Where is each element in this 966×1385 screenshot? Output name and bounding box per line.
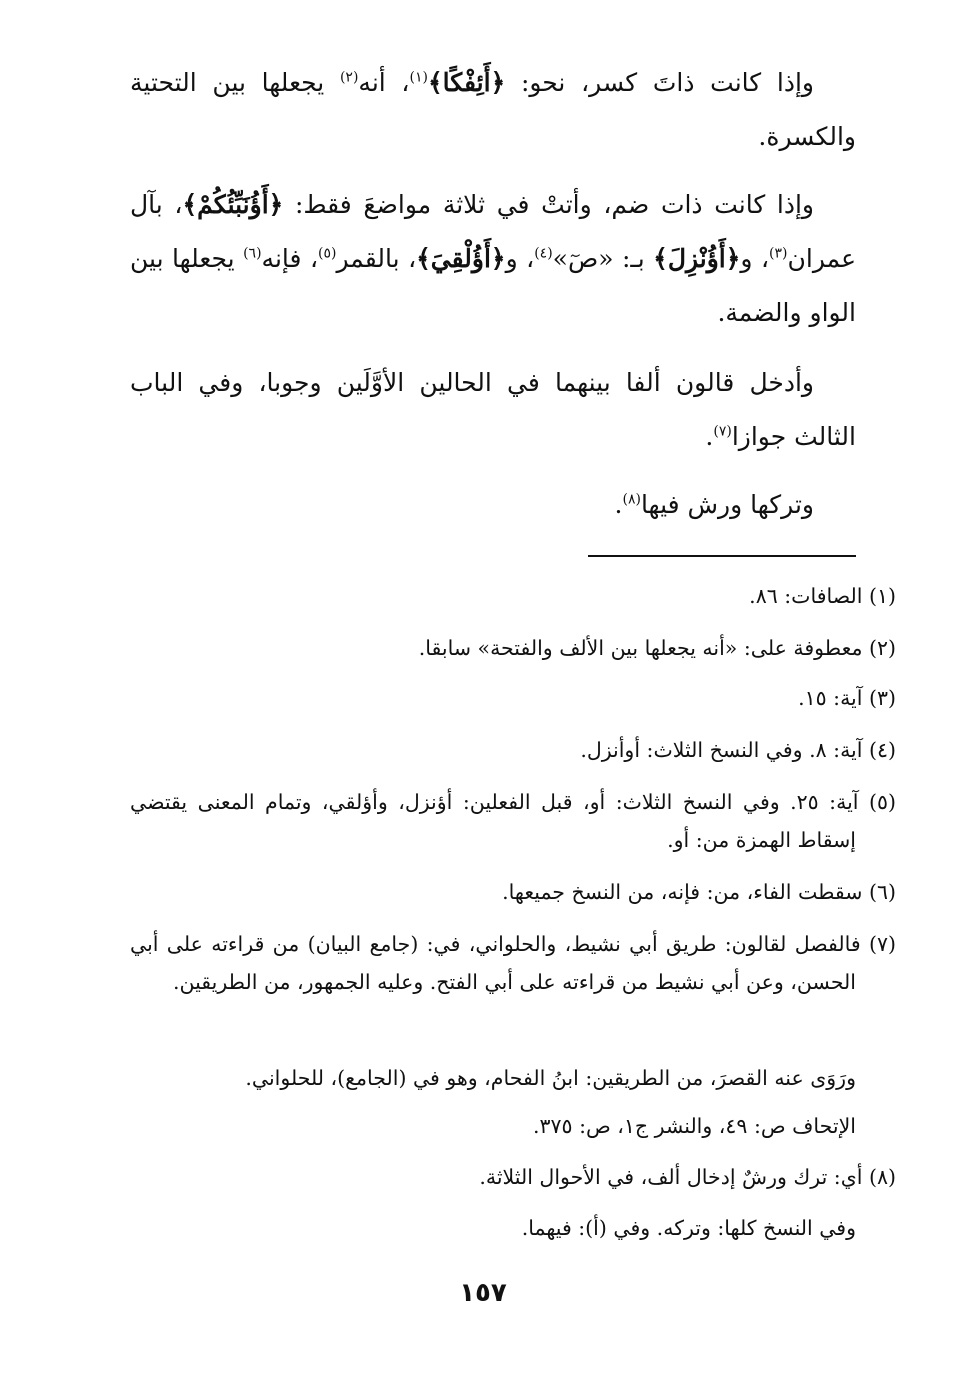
paragraph-qalun bbox=[130, 356, 856, 464]
footnote-8: (٨) أي: ترك ورشٌ إدخال ألف، في الأحوال الثلاثة. bbox=[479, 1165, 896, 1189]
text: . bbox=[614, 490, 623, 519]
text: ، بالقمر bbox=[336, 244, 417, 273]
footnote-ref: (٥) bbox=[318, 245, 337, 262]
footnote-7: (٧) فالفصل لقالون: طريق أبي نشيط، والحلواني، في: (جامع البيان) من قراءته على أبي الحسن، وعن أبي نشيط من قراءته على أبي الفتح. وعليه الجمهور، من الطريقين. bbox=[130, 932, 896, 994]
footnote-7-reference: الإتحاف ص: ٤٩، والنشر ج١، ص: ٣٧٥. bbox=[532, 1114, 856, 1138]
text: وإذا كانت ذاتَ كسر، نحو: bbox=[505, 68, 814, 97]
quran-word: ﴿أَؤُنْزِلَ﴾ bbox=[653, 244, 741, 273]
footnote-7-continuation: ورَوَى عنه القصرَ، من الطريقين: ابنُ الفحام، وهو في (الجامع)، للحلواني. bbox=[245, 1066, 856, 1090]
footnote-ref: (٣) bbox=[769, 245, 788, 262]
footnote-4: (٤) آية: ٨. وفي النسخ الثلاث: أوأنزل. bbox=[580, 738, 896, 762]
text: يجعلها بين الواو والضمة. bbox=[130, 244, 856, 327]
text: ، فإنه bbox=[261, 244, 319, 273]
text: وتركها ورش فيها bbox=[640, 490, 814, 519]
footnote-ref: (٨) bbox=[622, 491, 641, 508]
text: ، أنه bbox=[358, 68, 410, 97]
footnote-8-continuation: وفي النسخ كلها: وتركه. وفي (أ): فيهما. bbox=[521, 1216, 856, 1240]
footnote-ref: (١) bbox=[409, 69, 428, 86]
footnote-1: (١) الصافات: ٨٦. bbox=[749, 584, 896, 608]
text: وأدخل قالون ألفا بينهما في الحالين الأوَّلَين وجوبا، وفي الباب الثالث جوازا bbox=[130, 368, 856, 451]
text: ، و bbox=[740, 244, 770, 273]
footnote-ref: (٦) bbox=[243, 245, 262, 262]
text: ، و bbox=[505, 244, 535, 273]
paragraph-kasr bbox=[130, 56, 856, 164]
footnote-separator bbox=[588, 555, 856, 557]
text: بـ: «صٓ» bbox=[552, 244, 654, 273]
text: ، بآل عمران bbox=[130, 190, 856, 273]
text: يجعلها بين التحتية والكسرة. bbox=[130, 68, 856, 151]
text: . bbox=[705, 422, 714, 451]
page-number: ١٥٧ bbox=[459, 1278, 507, 1308]
footnote-ref: (٧) bbox=[713, 423, 732, 440]
quran-word: ﴿أَؤُلْقِيَ﴾ bbox=[416, 244, 506, 273]
footnote-6: (٦) سقطت الفاء، من: فإنه، من النسخ جميعها. bbox=[502, 880, 896, 904]
quran-word: ﴿أَئِفْكًا﴾ bbox=[427, 68, 506, 97]
footnote-2: (٢) معطوفة على: «أنه يجعلها بين الألف والفتحة» سابقا. bbox=[418, 636, 896, 660]
footnote-3: (٣) آية: ١٥. bbox=[798, 686, 896, 710]
paragraph-warsh bbox=[130, 478, 856, 532]
text: وإذا كانت ذات ضم، وأتتْ في ثلاثة مواضعَ فقط: bbox=[283, 190, 815, 219]
footnote-ref: (٤) bbox=[534, 245, 553, 262]
quran-word: ﴿أَؤُنَبِّئُكُمْ﴾ bbox=[182, 190, 284, 219]
footnote-ref: (٢) bbox=[339, 69, 359, 86]
paragraph-damm bbox=[130, 178, 856, 340]
footnote-5: (٥) آية: ٢٥. وفي النسخ الثلاث: أو، قبل الفعلين: أؤنزل، وأؤلقي، وتمام المعنى يقتضي إسقاط الهمزة من: أو. bbox=[130, 790, 896, 852]
